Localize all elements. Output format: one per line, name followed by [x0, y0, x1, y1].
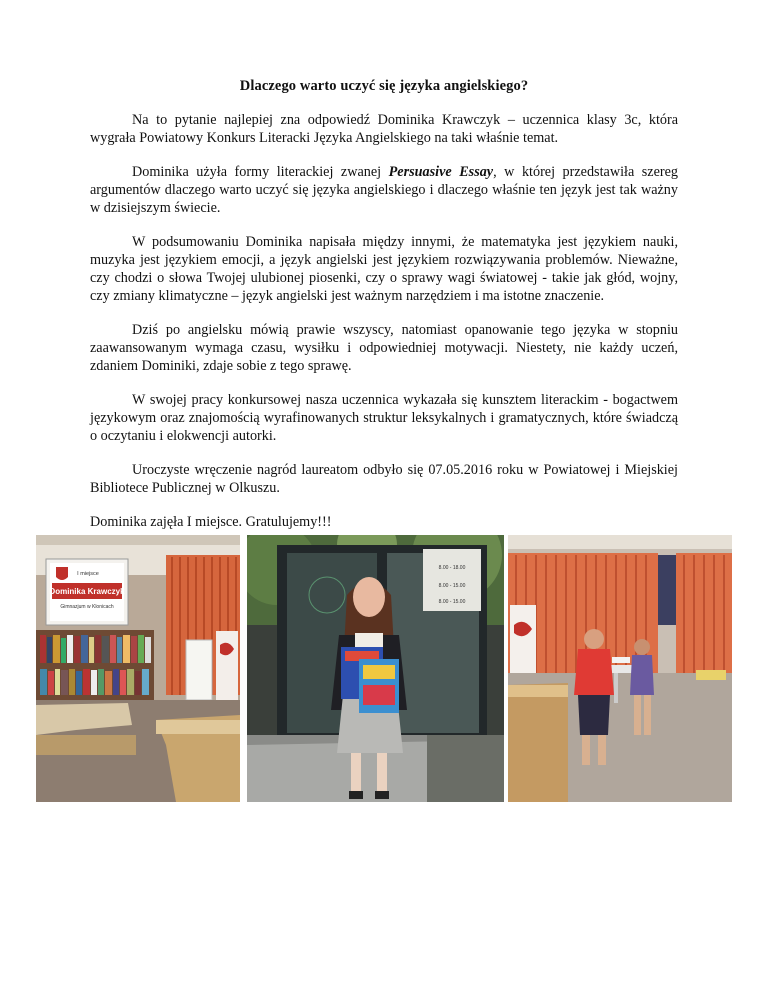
paragraph-2 — [90, 163, 678, 217]
paragraph-7: Dominika zajęła I miejsce. Gratulujemy!!! — [90, 514, 332, 530]
hours-line-2: 8.00 - 15.00 — [438, 583, 466, 589]
slide-name-text: Dominika Krawczyk — [49, 587, 125, 596]
slide-school-text: Gimnazjum w Klonicach — [60, 604, 114, 610]
ceremony-photo — [508, 535, 732, 802]
paragraph-5: W swojej pracy konkursowej nasza uczennica wykazała się kunsztem literackim - bogactwem językowym oraz znajomością wyrafinowanych struktur leksykalnych i gramatycznych, które świadczą o oczytaniu i elokwencji autorki. — [90, 392, 678, 444]
hours-line-1: 8.00 - 18.00 — [438, 565, 466, 571]
photo-strip — [36, 535, 732, 802]
document-page — [90, 78, 678, 547]
slide-place-text: I miejsce — [77, 571, 99, 577]
paragraph-3: W podsumowaniu Dominika napisała między innymi, że matematyka jest językiem nauki, muzyka jest językiem emocji, a język angielski jest językiem rozwiązywania problemów. Nieważne, czy chodzi o słowa Twojej ulubionej piosenki, czy o sprawy wagi światowej - takie jak głód, wojny, czy zmiany klimatyczne – język angielski jest ważnym narzędziem i ma istotne znaczenie. — [90, 234, 678, 304]
paragraph-2-start: Dominika użyła formy literackiej zwanej — [132, 164, 389, 180]
hours-line-3: 8.00 - 15.00 — [438, 599, 466, 605]
paragraph-2-end: , w której przedstawiła szereg argumentów dlaczego warto uczyć się języka angielskiego i dlaczego właśnie ten język jest tak ważny w dzisiejszym świecie. — [90, 164, 678, 216]
document-title: Dlaczego warto uczyć się języka angielskiego? — [239, 78, 529, 94]
paragraph-1: Na to pytanie najlepiej zna odpowiedź Dominika Krawczyk – uczennica klasy 3c, która wygrała Powiatowy Konkurs Literacki Języka Angielskiego na taki właśnie temat. — [90, 112, 678, 146]
library-slide-photo — [36, 535, 240, 802]
paragraph-4: Dziś po angielsku mówią prawie wszyscy, natomiast opanowanie tego języka w stopniu zaawansowanym wymaga czasu, wysiłku i odpowiedniej motywacji. Niestety, nie każdy uczeń, zdaniem Dominiki, zdaje sobie z tego sprawę. — [90, 322, 678, 374]
paragraph-6: Uroczyste wręczenie nagród laureatom odbyło się 07.05.2016 roku w Powiatowej i Miejskiej Bibliotece Publicznej w Olkuszu. — [90, 462, 678, 496]
persuasive-essay-term: Persuasive Essay — [388, 164, 494, 180]
student-photo — [247, 535, 504, 802]
